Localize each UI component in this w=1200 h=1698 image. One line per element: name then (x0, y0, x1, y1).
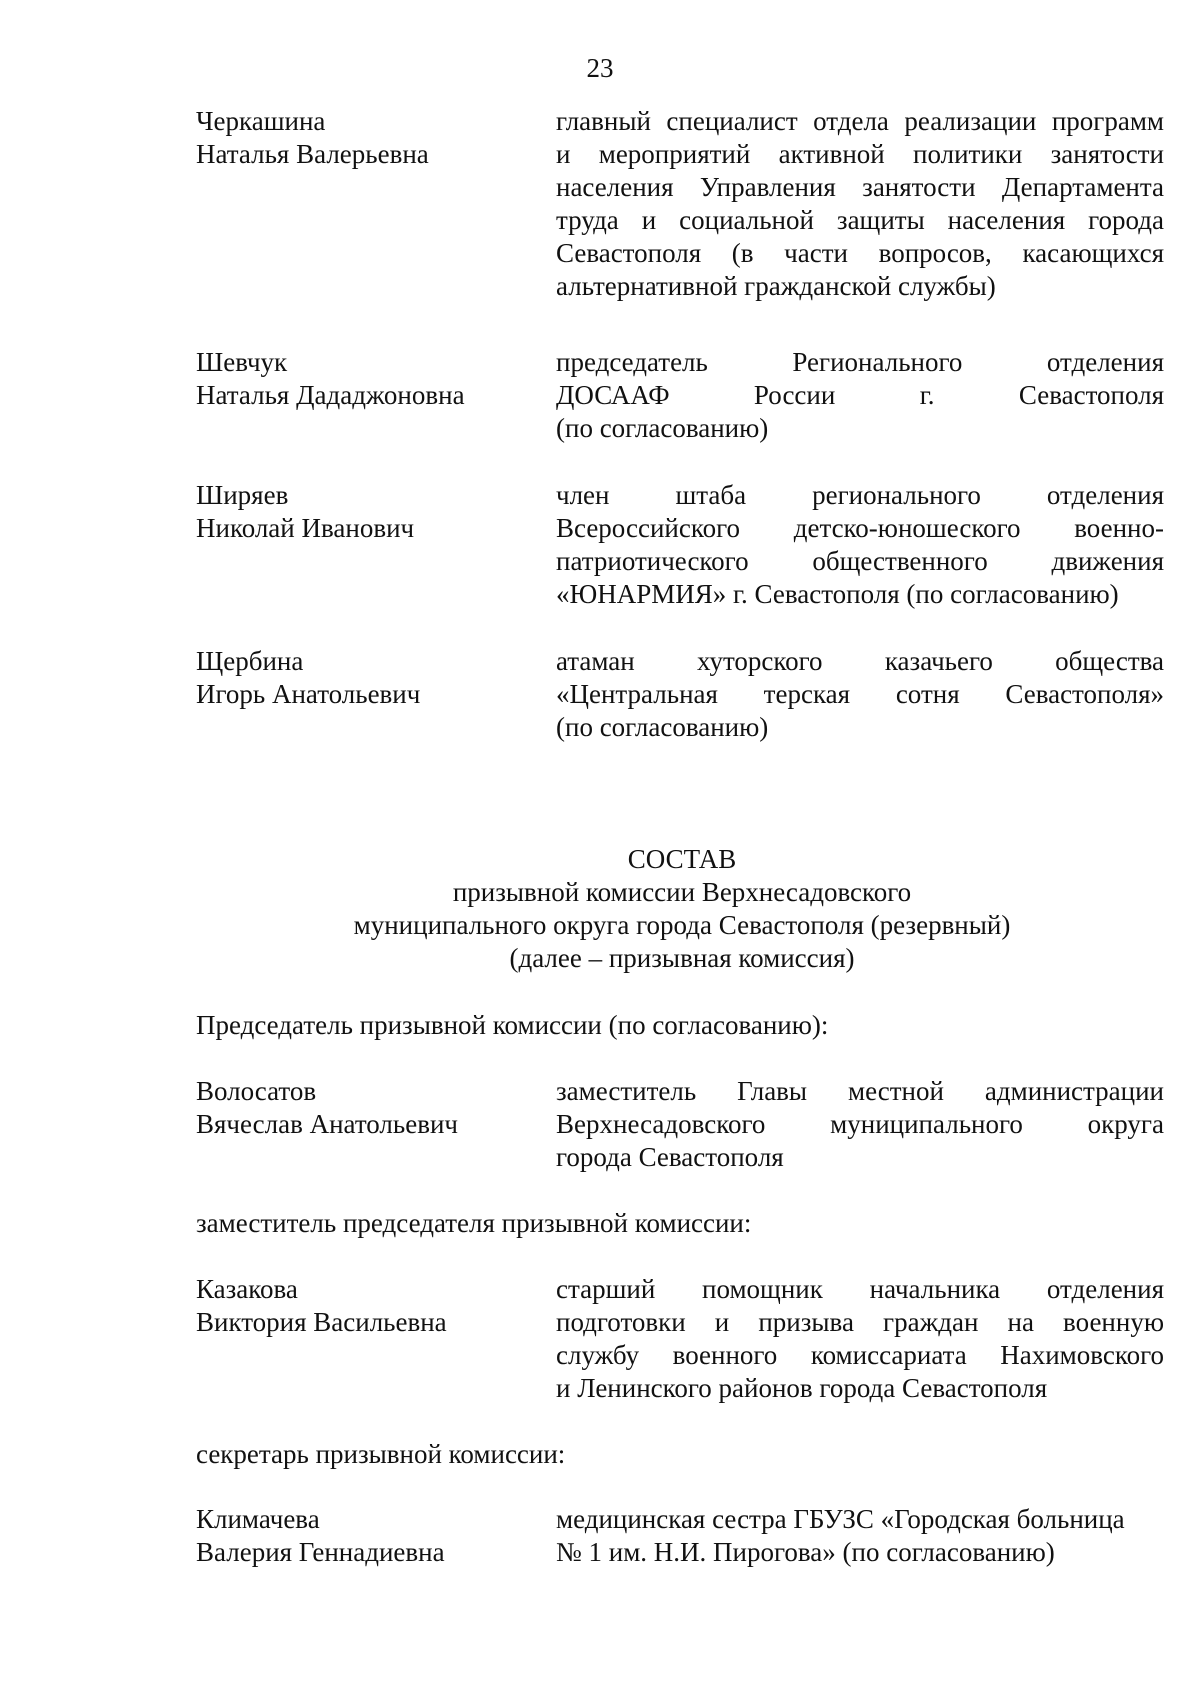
member-name (196, 346, 536, 412)
position-line: «Центральная терская сотня Севастополя» (556, 679, 1164, 709)
position-line: подготовки и призыва граждан на военную (556, 1307, 1164, 1337)
position-line: атаман хуторского казачьего общества (556, 646, 1164, 676)
heading-line: призывной комиссии Верхнесадовского (452, 877, 912, 907)
member-position (556, 1273, 1164, 1405)
member-position (556, 479, 1164, 611)
member-name (196, 479, 536, 545)
member-given-name: Вячеслав Анатольевич (196, 1109, 458, 1139)
member-position (556, 105, 1164, 303)
position-line: старший помощник начальника отделения (556, 1274, 1164, 1304)
position-line: медицинская сестра ГБУЗС «Городская больница (556, 1504, 1125, 1534)
heading-line: (далее – призывная комиссия) (509, 943, 855, 973)
position-line: города Севастополя (556, 1142, 784, 1172)
position-line: альтернативной гражданской службы) (556, 271, 996, 301)
member-given-name: Наталья Валерьевна (196, 139, 429, 169)
member-given-name: Игорь Анатольевич (196, 679, 421, 709)
page-number: 23 (586, 53, 614, 83)
member-surname: Шевчук (196, 347, 288, 377)
position-line: ДОСААФ России г. Севастополя (556, 380, 1164, 410)
member-name (196, 1503, 536, 1569)
member-position (556, 346, 1164, 445)
position-line: патриотического общественного движения (556, 546, 1164, 576)
position-line: и Ленинского районов города Севастополя (556, 1373, 1048, 1403)
member-surname: Казакова (196, 1274, 298, 1304)
position-line: № 1 им. Н.И. Пирогова» (по согласованию) (556, 1537, 1055, 1567)
section-heading (0, 843, 1200, 975)
member-name (196, 1273, 536, 1339)
position-line: Всероссийского детско-юношеского военно- (556, 513, 1164, 543)
position-line: «ЮНАРМИЯ» г. Севастополя (по согласованию) (556, 579, 1119, 609)
member-given-name: Валерия Геннадиевна (196, 1537, 445, 1567)
member-name (196, 105, 536, 171)
member-given-name: Наталья Дададжоновна (196, 380, 465, 410)
member-given-name: Виктория Васильевна (196, 1307, 447, 1337)
heading-title: СОСТАВ (627, 844, 737, 874)
position-line: и мероприятий активной политики занятости (556, 139, 1164, 169)
position-line: член штаба регионального отделения (556, 480, 1164, 510)
member-position (556, 645, 1164, 744)
position-line: труда и социальной защиты населения города (556, 205, 1164, 235)
chair-label: Председатель призывной комиссии (по согласованию): (196, 1010, 829, 1040)
member-surname: Черкашина (196, 106, 326, 136)
position-line: службу военного комиссариата Нахимовского (556, 1340, 1164, 1370)
position-line: (по согласованию) (556, 413, 769, 443)
member-surname: Волосатов (196, 1076, 317, 1106)
position-line: заместитель Главы местной администрации (556, 1076, 1164, 1106)
member-surname: Щербина (196, 646, 304, 676)
member-given-name: Николай Иванович (196, 513, 415, 543)
position-line: (по согласованию) (556, 712, 769, 742)
member-name (196, 1075, 536, 1141)
member-position (556, 1075, 1164, 1174)
heading-line: муниципального округа города Севастополя (резервный) (353, 910, 1011, 940)
position-line: населения Управления занятости Департамента (556, 172, 1164, 202)
member-surname: Климачева (196, 1504, 320, 1534)
position-line: главный специалист отдела реализации программ (556, 106, 1164, 136)
member-name (196, 645, 536, 711)
member-position (556, 1503, 1164, 1569)
position-line: председатель Регионального отделения (556, 347, 1164, 377)
member-surname: Ширяев (196, 480, 289, 510)
secretary-label: секретарь призывной комиссии: (196, 1439, 566, 1469)
position-line: Севастополя (в части вопросов, касающихся (556, 238, 1164, 268)
position-line: Верхнесадовского муниципального округа (556, 1109, 1164, 1139)
deputy-label: заместитель председателя призывной комиссии: (196, 1208, 752, 1238)
